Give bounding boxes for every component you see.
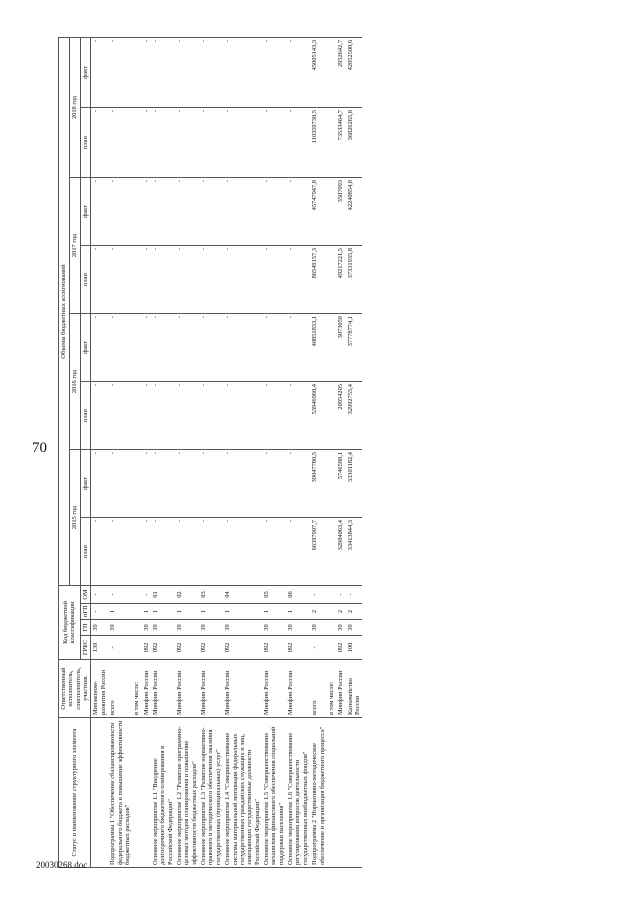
row-gp: 39 bbox=[310, 620, 327, 636]
row-value: - bbox=[199, 382, 223, 450]
row-value: - bbox=[108, 518, 132, 586]
row-om bbox=[327, 586, 336, 604]
table-row bbox=[142, 37, 151, 867]
row-value bbox=[132, 314, 141, 382]
row-value: - bbox=[223, 246, 262, 314]
row-value: - bbox=[91, 450, 108, 518]
row-value: - bbox=[175, 178, 199, 246]
table-row bbox=[310, 37, 327, 867]
row-grbs bbox=[327, 636, 336, 660]
row-responsible: в том числе: bbox=[132, 660, 141, 718]
header-year-2016: 2016 год bbox=[69, 314, 80, 450]
row-value: - bbox=[175, 108, 199, 178]
table-row bbox=[132, 37, 141, 867]
table-row bbox=[262, 37, 286, 867]
row-value: - bbox=[223, 314, 262, 382]
row-value: - bbox=[91, 382, 108, 450]
row-value: 66397907,7 bbox=[310, 518, 327, 586]
row-grbs: 092 bbox=[262, 636, 286, 660]
table-row bbox=[199, 37, 223, 867]
row-value bbox=[132, 108, 141, 178]
row-value: - bbox=[142, 178, 151, 246]
row-value: - bbox=[199, 450, 223, 518]
row-grbs: 092 bbox=[286, 636, 310, 660]
header-om: ОМ bbox=[80, 586, 91, 604]
page-number: 70 bbox=[32, 440, 47, 456]
row-name bbox=[91, 718, 108, 868]
row-value: 45005143,3 bbox=[310, 37, 327, 107]
row-value bbox=[132, 518, 141, 586]
header-pgp: пГП bbox=[80, 604, 91, 620]
row-pgp: 1 bbox=[108, 604, 132, 620]
row-pgp: 2 bbox=[310, 604, 327, 620]
row-value: 37778774,1 bbox=[346, 314, 363, 382]
row-value: - bbox=[262, 108, 286, 178]
row-value: - bbox=[142, 450, 151, 518]
row-gp bbox=[132, 620, 141, 636]
row-responsible: Минфин России bbox=[142, 660, 151, 718]
row-responsible: Минфин России bbox=[286, 660, 310, 718]
row-gp: 39 bbox=[91, 620, 108, 636]
row-value bbox=[327, 382, 336, 450]
row-value: - bbox=[91, 314, 108, 382]
row-value: 39047780,5 bbox=[310, 450, 327, 518]
row-value bbox=[132, 178, 141, 246]
row-pgp: 1 bbox=[286, 604, 310, 620]
row-value: - bbox=[223, 450, 262, 518]
row-name: Подпрограмма 1 "Обеспечение сбалансированности федерального бюджета и повышение эффективности бюджетных расходов" bbox=[108, 718, 132, 868]
row-gp: 39 bbox=[223, 620, 262, 636]
row-name bbox=[327, 718, 336, 868]
row-om: - bbox=[108, 586, 132, 604]
row-name: Подпрограмма 2 "Нормативно-методическое обеспечение и организация бюджетного процесса" bbox=[310, 718, 327, 868]
row-responsible: всего bbox=[108, 660, 132, 718]
row-value bbox=[327, 246, 336, 314]
row-value: - bbox=[91, 108, 108, 178]
header-year-2018: 2018 год bbox=[69, 37, 80, 177]
row-value: - bbox=[151, 518, 175, 586]
row-value: - bbox=[151, 178, 175, 246]
table-row bbox=[108, 37, 132, 867]
footer-filename: 20030268.doc bbox=[36, 860, 88, 870]
header-fact: факт bbox=[80, 37, 91, 107]
row-grbs: - bbox=[108, 636, 132, 660]
row-value: - bbox=[175, 246, 199, 314]
row-grbs bbox=[132, 636, 141, 660]
row-value: - bbox=[199, 37, 223, 107]
row-value: - bbox=[286, 246, 310, 314]
row-om: 03 bbox=[199, 586, 223, 604]
row-pgp bbox=[132, 604, 141, 620]
row-value: 3073059 bbox=[336, 314, 345, 382]
row-gp: 39 bbox=[336, 620, 345, 636]
header-responsible: Ответственный исполнитель, соисполнитель, участник bbox=[59, 660, 91, 718]
row-responsible: Казначейство России bbox=[346, 660, 363, 718]
row-om: - bbox=[142, 586, 151, 604]
row-pgp: 1 bbox=[262, 604, 286, 620]
header-fact: факт bbox=[80, 450, 91, 518]
row-value: - bbox=[286, 518, 310, 586]
row-value: 42240854,8 bbox=[346, 178, 363, 246]
table-row bbox=[175, 37, 199, 867]
row-value: - bbox=[91, 178, 108, 246]
header-fact: факт bbox=[80, 314, 91, 382]
row-value: - bbox=[142, 314, 151, 382]
row-value: 33301182,4 bbox=[346, 450, 363, 518]
row-value: - bbox=[199, 246, 223, 314]
row-responsible: в том числе: bbox=[327, 660, 336, 718]
header-plan: план bbox=[80, 518, 91, 586]
rotated-table-container bbox=[58, 38, 640, 868]
row-grbs: - bbox=[310, 636, 327, 660]
row-value bbox=[132, 450, 141, 518]
row-value: - bbox=[108, 108, 132, 178]
row-value: - bbox=[286, 314, 310, 382]
row-value: 37331935,8 bbox=[346, 246, 363, 314]
row-value: - bbox=[108, 37, 132, 107]
row-value: - bbox=[108, 314, 132, 382]
row-value: - bbox=[151, 108, 175, 178]
row-pgp: - bbox=[91, 604, 108, 620]
row-value: - bbox=[199, 178, 223, 246]
row-om: - bbox=[336, 586, 345, 604]
row-om: 05 bbox=[262, 586, 286, 604]
row-value: - bbox=[151, 450, 175, 518]
row-name bbox=[346, 718, 363, 868]
row-value bbox=[132, 37, 141, 107]
row-om: 01 bbox=[151, 586, 175, 604]
row-gp: 39 bbox=[262, 620, 286, 636]
header-code-group: Код бюджетной классификации bbox=[59, 586, 81, 660]
row-responsible: Минфин России bbox=[151, 660, 175, 718]
row-om: 04 bbox=[223, 586, 262, 604]
row-value: 40851833,1 bbox=[310, 314, 327, 382]
row-value bbox=[132, 246, 141, 314]
row-value: 110359730,5 bbox=[310, 108, 327, 178]
row-name bbox=[336, 718, 345, 868]
row-value: - bbox=[175, 37, 199, 107]
row-value: - bbox=[199, 314, 223, 382]
row-value: - bbox=[108, 382, 132, 450]
row-grbs: 092 bbox=[223, 636, 262, 660]
row-value: - bbox=[142, 518, 151, 586]
row-value: - bbox=[262, 314, 286, 382]
row-value: - bbox=[262, 246, 286, 314]
row-value: - bbox=[108, 450, 132, 518]
row-gp: 39 bbox=[286, 620, 310, 636]
row-value: 33413844,3 bbox=[346, 518, 363, 586]
row-value: - bbox=[223, 37, 262, 107]
row-value: - bbox=[262, 37, 286, 107]
row-grbs: 100 bbox=[346, 636, 363, 660]
row-name: Основное мероприятие 1.5 "Совершенствование механизмов финансового обеспечения социальной поддержки населения" bbox=[262, 718, 286, 868]
row-gp bbox=[327, 620, 336, 636]
row-value: - bbox=[223, 178, 262, 246]
row-responsible: Минфин России bbox=[223, 660, 262, 718]
row-value: - bbox=[286, 450, 310, 518]
header-fact: факт bbox=[80, 178, 91, 246]
row-om bbox=[132, 586, 141, 604]
row-grbs: 092 bbox=[151, 636, 175, 660]
row-value: - bbox=[199, 518, 223, 586]
row-value: - bbox=[91, 518, 108, 586]
row-responsible: Минфин России bbox=[199, 660, 223, 718]
row-value: - bbox=[175, 382, 199, 450]
row-name bbox=[142, 718, 151, 868]
row-value: - bbox=[108, 246, 132, 314]
row-responsible: Минэконом-развития России bbox=[91, 660, 108, 718]
row-value: - bbox=[151, 37, 175, 107]
row-value: - bbox=[108, 178, 132, 246]
row-value: - bbox=[175, 450, 199, 518]
row-value: - bbox=[223, 518, 262, 586]
header-plan: план bbox=[80, 108, 91, 178]
row-value: - bbox=[142, 246, 151, 314]
table-row bbox=[151, 37, 175, 867]
row-responsible: Минфин России bbox=[175, 660, 199, 718]
row-value: - bbox=[262, 518, 286, 586]
row-value: - bbox=[175, 518, 199, 586]
row-gp: 39 bbox=[175, 620, 199, 636]
row-value: 5746598,1 bbox=[336, 450, 345, 518]
row-name: Основное мероприятие 1.1 "Внедрение долгосрочного бюджетного планирования в Российской Федерации" bbox=[151, 718, 175, 868]
header-grbs: ГРБС bbox=[80, 636, 91, 660]
row-pgp: 1 bbox=[223, 604, 262, 620]
row-value: 53946960,4 bbox=[310, 382, 327, 450]
row-responsible: Минфин России bbox=[262, 660, 286, 718]
table-row bbox=[336, 37, 345, 867]
row-value bbox=[327, 518, 336, 586]
row-value: - bbox=[199, 108, 223, 178]
row-value bbox=[327, 314, 336, 382]
row-value bbox=[327, 178, 336, 246]
row-name: Основное мероприятие 1.3 "Развитие нормативно-правового и методического обеспечения оказания государственных (муниципальных) услуг" bbox=[199, 718, 223, 868]
row-pgp: 1 bbox=[151, 604, 175, 620]
row-gp: 39 bbox=[108, 620, 132, 636]
row-value: - bbox=[262, 450, 286, 518]
header-plan: план bbox=[80, 246, 91, 314]
row-pgp: 2 bbox=[336, 604, 345, 620]
header-plan: план bbox=[80, 382, 91, 450]
row-gp: 39 bbox=[151, 620, 175, 636]
row-value: - bbox=[151, 314, 175, 382]
row-om: - bbox=[91, 586, 108, 604]
row-value: 86549157,3 bbox=[310, 246, 327, 314]
table-row bbox=[327, 37, 336, 867]
row-value: 3507093 bbox=[336, 178, 345, 246]
row-gp: 39 bbox=[142, 620, 151, 636]
row-grbs: 139 bbox=[91, 636, 108, 660]
row-pgp: 1 bbox=[199, 604, 223, 620]
row-value: 2952642,7 bbox=[336, 37, 345, 107]
row-pgp bbox=[327, 604, 336, 620]
header-volume: Объемы бюджетных ассигнований bbox=[59, 37, 70, 585]
row-value: 32992755,4 bbox=[346, 382, 363, 450]
row-pgp: 2 bbox=[346, 604, 363, 620]
row-pgp: 1 bbox=[175, 604, 199, 620]
row-value: 45747947,8 bbox=[310, 178, 327, 246]
header-year-2017: 2017 год bbox=[69, 178, 80, 314]
row-name: Основное мероприятие 1.6 "Совершенствование регулирования вопросов деятельности государственных внебюджетных фондов" bbox=[286, 718, 310, 868]
row-value: - bbox=[286, 178, 310, 246]
budget-table bbox=[58, 37, 362, 868]
row-value: - bbox=[91, 246, 108, 314]
row-value: - bbox=[151, 382, 175, 450]
row-om: - bbox=[310, 586, 327, 604]
row-value: - bbox=[142, 108, 151, 178]
row-grbs: 092 bbox=[142, 636, 151, 660]
table-row bbox=[286, 37, 310, 867]
row-om: 06 bbox=[286, 586, 310, 604]
row-value: - bbox=[262, 178, 286, 246]
row-value: 42052500,6 bbox=[346, 37, 363, 107]
row-value: - bbox=[286, 37, 310, 107]
row-responsible: Минфин России bbox=[336, 660, 345, 718]
row-gp: 39 bbox=[346, 620, 363, 636]
row-value bbox=[327, 37, 336, 107]
row-value: 36826265,8 bbox=[346, 108, 363, 178]
row-value: 20954205 bbox=[336, 382, 345, 450]
table-row bbox=[223, 37, 262, 867]
row-value: - bbox=[286, 382, 310, 450]
row-grbs: 092 bbox=[175, 636, 199, 660]
row-gp: 39 bbox=[199, 620, 223, 636]
row-grbs: 092 bbox=[199, 636, 223, 660]
row-value bbox=[327, 450, 336, 518]
row-responsible: всего bbox=[310, 660, 327, 718]
row-value: - bbox=[142, 37, 151, 107]
row-value: - bbox=[142, 382, 151, 450]
row-name: Основное мероприятие 1.2 "Развитие программно-целевых методов планирования и повышение эффективности бюджетных расходов" bbox=[175, 718, 199, 868]
row-value: - bbox=[91, 37, 108, 107]
row-value: - bbox=[151, 246, 175, 314]
table-row bbox=[91, 37, 108, 867]
row-value: - bbox=[223, 382, 262, 450]
row-value: 49217221,5 bbox=[336, 246, 345, 314]
row-value: - bbox=[223, 108, 262, 178]
table-row bbox=[346, 37, 363, 867]
header-gp: ГП bbox=[80, 620, 91, 636]
row-grbs: 092 bbox=[336, 636, 345, 660]
row-value: - bbox=[175, 314, 199, 382]
header-status: Статус и наименование структурного элемента bbox=[59, 718, 91, 868]
row-value bbox=[132, 382, 141, 450]
row-value: - bbox=[286, 108, 310, 178]
row-name bbox=[132, 718, 141, 868]
row-om: - bbox=[346, 586, 363, 604]
row-value: 73533464,7 bbox=[336, 108, 345, 178]
row-value: - bbox=[262, 382, 286, 450]
row-om: 02 bbox=[175, 586, 199, 604]
row-pgp: 1 bbox=[142, 604, 151, 620]
header-year-2015: 2015 год bbox=[69, 450, 80, 586]
row-value bbox=[327, 108, 336, 178]
row-value: 32984063,4 bbox=[336, 518, 345, 586]
row-name: Основное мероприятие 1.4 "Совершенствование системы материальной мотивации федеральных государственных гражданских служащих и лиц, замещающих государственные должности Российской Федерации" bbox=[223, 718, 262, 868]
